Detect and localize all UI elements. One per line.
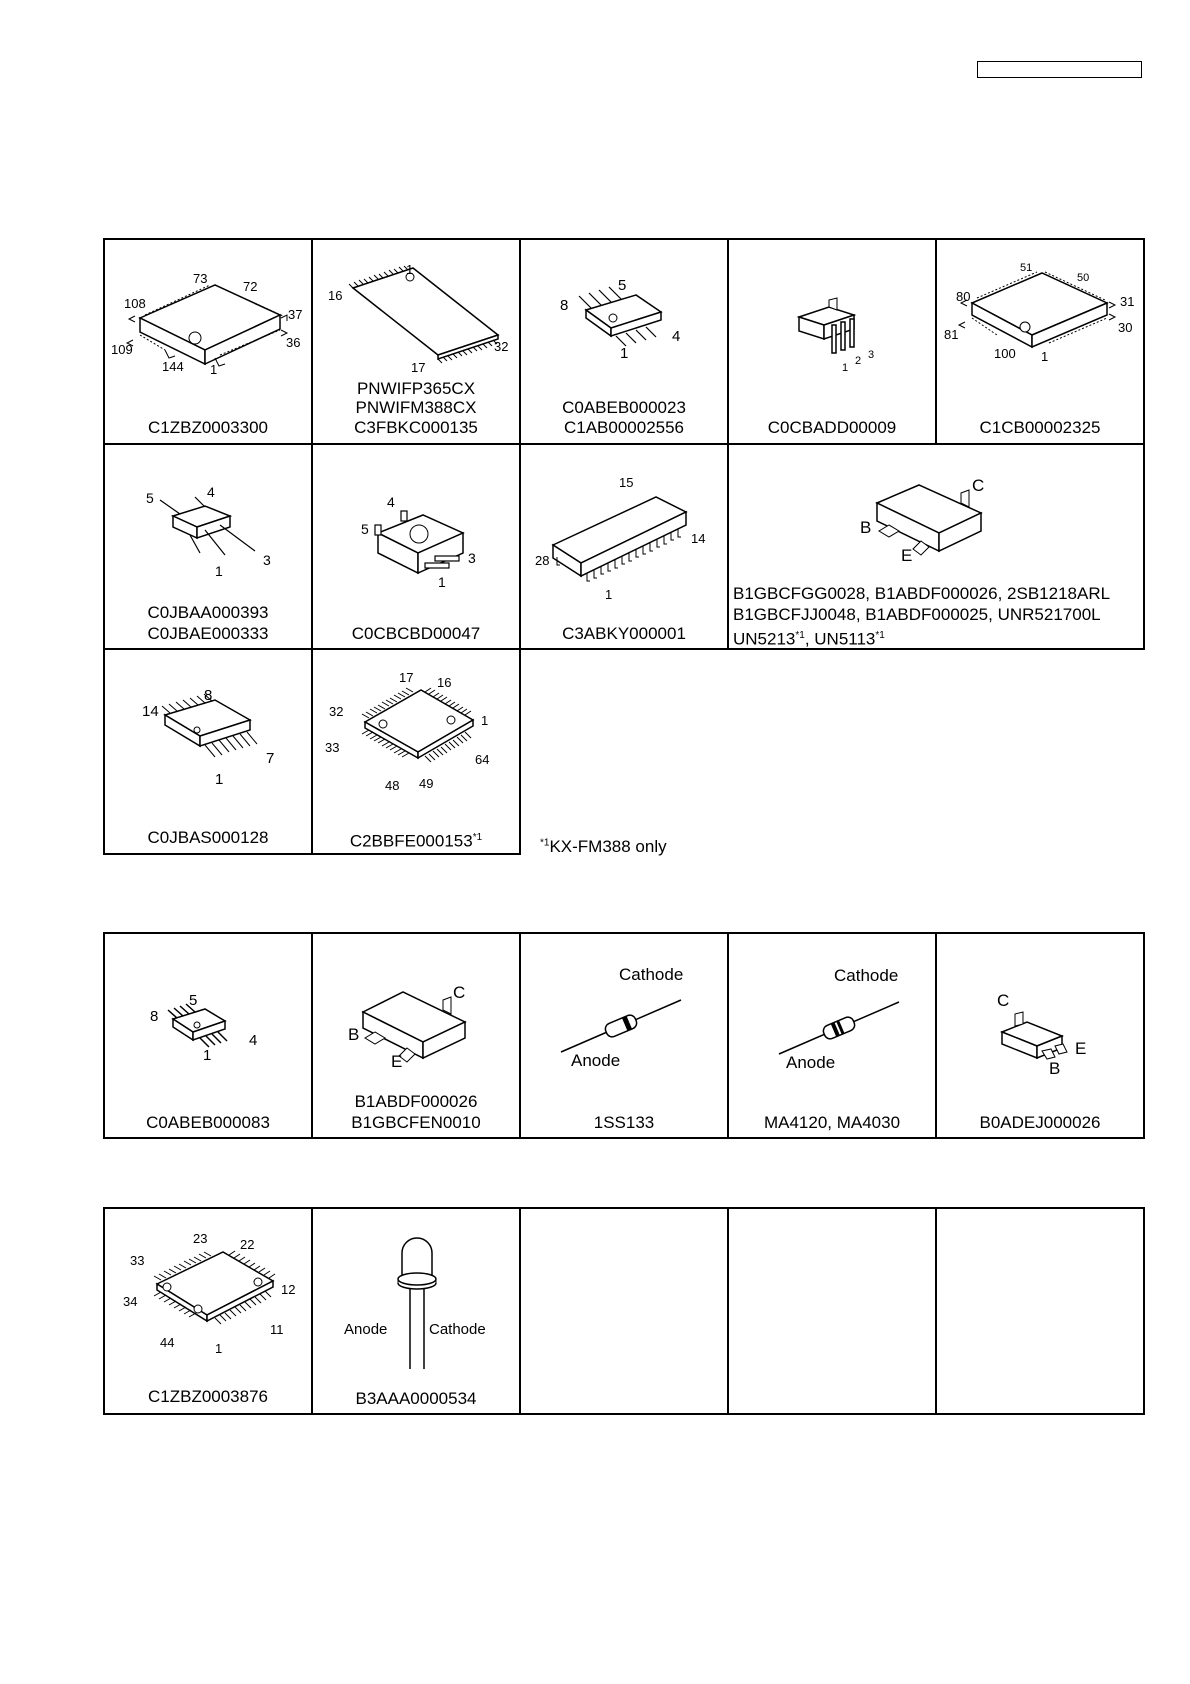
pin-label: 36 [286,335,301,350]
pin-label: 16 [328,288,343,303]
diode-drawing [521,934,727,1139]
pin-label: E [1075,1039,1087,1058]
pin-label: 3 [468,550,476,566]
part-number: C3ABKY000001 [562,624,686,643]
pin-label: 2 [855,355,862,367]
pin-label: 7 [266,750,275,767]
part-number: PNWIFM388CX [355,398,477,417]
pin-label: 14 [142,703,159,720]
cell-ma4120 [728,933,936,1138]
pin-label: 5 [618,277,627,294]
component-table-others [103,1207,1145,1415]
sot23-transistor-drawing [937,934,1143,1139]
pin-label: 100 [994,346,1016,361]
pin-label: B [348,1025,360,1044]
pin-label: 28 [535,553,550,568]
cell-1ss133 [520,933,728,1138]
pin-label: 17 [399,670,414,685]
pin-label: 5 [189,992,198,1009]
pin-label: 22 [240,1237,255,1252]
pin-label: 33 [325,740,340,755]
pin-label: Cathode [619,965,684,984]
part-number: C3FBKC000135 [354,418,478,437]
pin-label: 12 [281,1282,296,1297]
pin-label: 33 [130,1253,145,1268]
pin-label: 1 [481,713,489,728]
cell-c0cbadd00009 [728,239,936,444]
pin-label: 37 [288,307,303,322]
cell-c0abeb000083 [104,933,312,1138]
pin-label: 3 [263,552,271,568]
pin-label: 1 [1041,349,1049,364]
pin-label: C [997,991,1010,1010]
ssop14-package-drawing [105,650,311,855]
pin-label: 49 [419,776,434,791]
component-table-ic-transistors [103,238,1145,855]
pin-label: 23 [193,1231,208,1246]
cell-c1cb00002325 [936,239,1144,444]
component-table-discrete [103,932,1145,1139]
pin-label: 17 [411,360,426,375]
pin-label: 8 [204,687,213,704]
cell-c2bbfe000153 [312,649,520,854]
empty-cell [520,1208,728,1414]
pin-label: 34 [123,1294,138,1309]
part-number-with-footnote: C2BBFE000153$^{*1}$ [349,831,483,851]
cell-c3abky000001 [520,444,728,649]
dpak-package-drawing [313,445,519,650]
diode-drawing [729,934,935,1139]
cell-b1abdf000026 [312,933,520,1138]
part-number: C0CBCBD00047 [351,624,481,643]
sop28-package-drawing [521,445,727,650]
pin-label: 1 [406,262,414,277]
pin-label: 8 [560,297,569,314]
part-number: B3AAA0000534 [355,1389,477,1408]
pin-label: 1 [438,574,446,590]
pin-label: 1 [620,345,629,362]
cell-c0jbas000128 [104,649,312,854]
pin-label: Anode [344,1321,388,1338]
pin-label: 108 [124,296,146,311]
empty-cell [728,1208,936,1414]
cell-c1zbz0003300 [104,239,312,444]
pin-label: 81 [944,327,959,342]
part-number: C0CBADD00009 [767,418,897,437]
pin-label: 16 [437,675,452,690]
pin-label: 48 [385,778,400,793]
pin-label: 4 [207,484,215,500]
pin-label: 1 [842,362,849,374]
footnote-mark: *1 [472,832,483,843]
part-number: 1SS133 [593,1113,655,1132]
pin-label: 44 [160,1335,175,1350]
pin-label: 11 [270,1322,284,1337]
pin-label: 32 [494,339,509,354]
pin-label: Cathode [429,1321,486,1338]
pin-label: 144 [162,359,184,374]
pin-label: Anode [571,1051,621,1070]
part-number: C1AB00002556 [563,418,685,437]
pin-label: 30 [1118,320,1133,335]
part-number: B1GBCFJJ0048, B1ABDF000025, UNR521700L [733,605,1101,624]
pin-label: 80 [956,289,971,304]
pin-label: 1 [210,362,218,377]
empty-cell [936,1208,1144,1414]
pin-label: E [391,1052,403,1071]
led-drawing [313,1209,519,1415]
part-number: C0ABEB000083 [146,1113,270,1132]
part-number: C0JBAA000393 [147,603,269,622]
pin-label: 1 [215,563,223,579]
pin-label: 15 [619,475,634,490]
pin-label: 1 [605,587,613,602]
qfp144-package-drawing [105,240,311,445]
footnote: $^{*1}$KX-FM388 only [540,837,667,856]
pin-label: 8 [150,1008,159,1025]
pin-label: B [860,518,872,537]
pin-label: C [972,476,985,495]
part-number: C1ZBZ0003300 [147,418,269,437]
pin-label: 31 [1120,294,1135,309]
part-number: C0JBAS000128 [147,828,269,847]
pin-label: E [901,546,913,565]
qfp64-package-drawing [313,650,519,855]
cell-b3aaa0000534 [312,1208,520,1414]
cell-c0cbcbd00047 [312,444,520,649]
part-number-with-footnote: UN5213$^{*1}$, UN5113$^{*1}$ [733,629,885,649]
part-number: B1GBCFGG0028, B1ABDF000026, 2SB1218ARL [733,584,1111,603]
cell-pnwifp365cx [312,239,520,444]
pin-label: 32 [329,704,344,719]
pin-label: Cathode [834,966,899,985]
pin-label: 72 [243,279,258,294]
part-number: C0ABEB000023 [562,398,686,417]
footnote-mark: *1 [875,630,885,641]
sop8-package-drawing [105,934,311,1139]
pin-label: Anode [786,1053,836,1072]
part-number: C1ZBZ0003876 [147,1387,269,1406]
part-number: MA4120, MA4030 [763,1113,901,1132]
pin-label: 4 [672,328,681,345]
part-number: B0ADEJ000026 [979,1113,1101,1132]
pin-label: 14 [691,531,706,546]
footnote-mark: *1 [540,837,550,849]
pin-label: 73 [193,271,208,286]
pin-label: 1 [215,1341,223,1356]
pin-label: 64 [475,752,490,767]
pin-label: C [453,983,466,1002]
part-number: B1ABDF000026 [354,1092,478,1111]
pin-label: 1 [203,1047,212,1064]
pin-label: 1 [215,771,224,788]
cell-c0abeb000023 [520,239,728,444]
qfp44-package-drawing [105,1209,311,1415]
part-number: C0JBAE000333 [147,624,269,643]
cell-transistor-list [728,444,1144,649]
pin-label: 51 [1020,262,1033,274]
part-number: PNWIFP365CX [356,379,476,398]
pin-label: 3 [868,349,875,361]
pin-label: 4 [249,1032,258,1049]
pin-label: 50 [1077,272,1090,284]
cell-c1zbz0003876 [104,1208,312,1414]
cell-c0jbaa000393 [104,444,312,649]
part-number: C1CB00002325 [979,418,1101,437]
cell-b0adej000026 [936,933,1144,1138]
qfp100-package-drawing [937,240,1143,445]
footnote-mark: *1 [795,630,805,641]
pin-label: 5 [361,521,369,537]
pin-label: 5 [146,490,154,506]
part-number: B1GBCFEN0010 [351,1113,481,1132]
sot89-package-drawing [729,240,935,445]
pin-label: 4 [387,494,395,510]
empty-area [520,649,1144,854]
page-reference-box [977,61,1142,78]
pin-label: 109 [111,342,133,357]
pin-label: B [1049,1059,1061,1078]
